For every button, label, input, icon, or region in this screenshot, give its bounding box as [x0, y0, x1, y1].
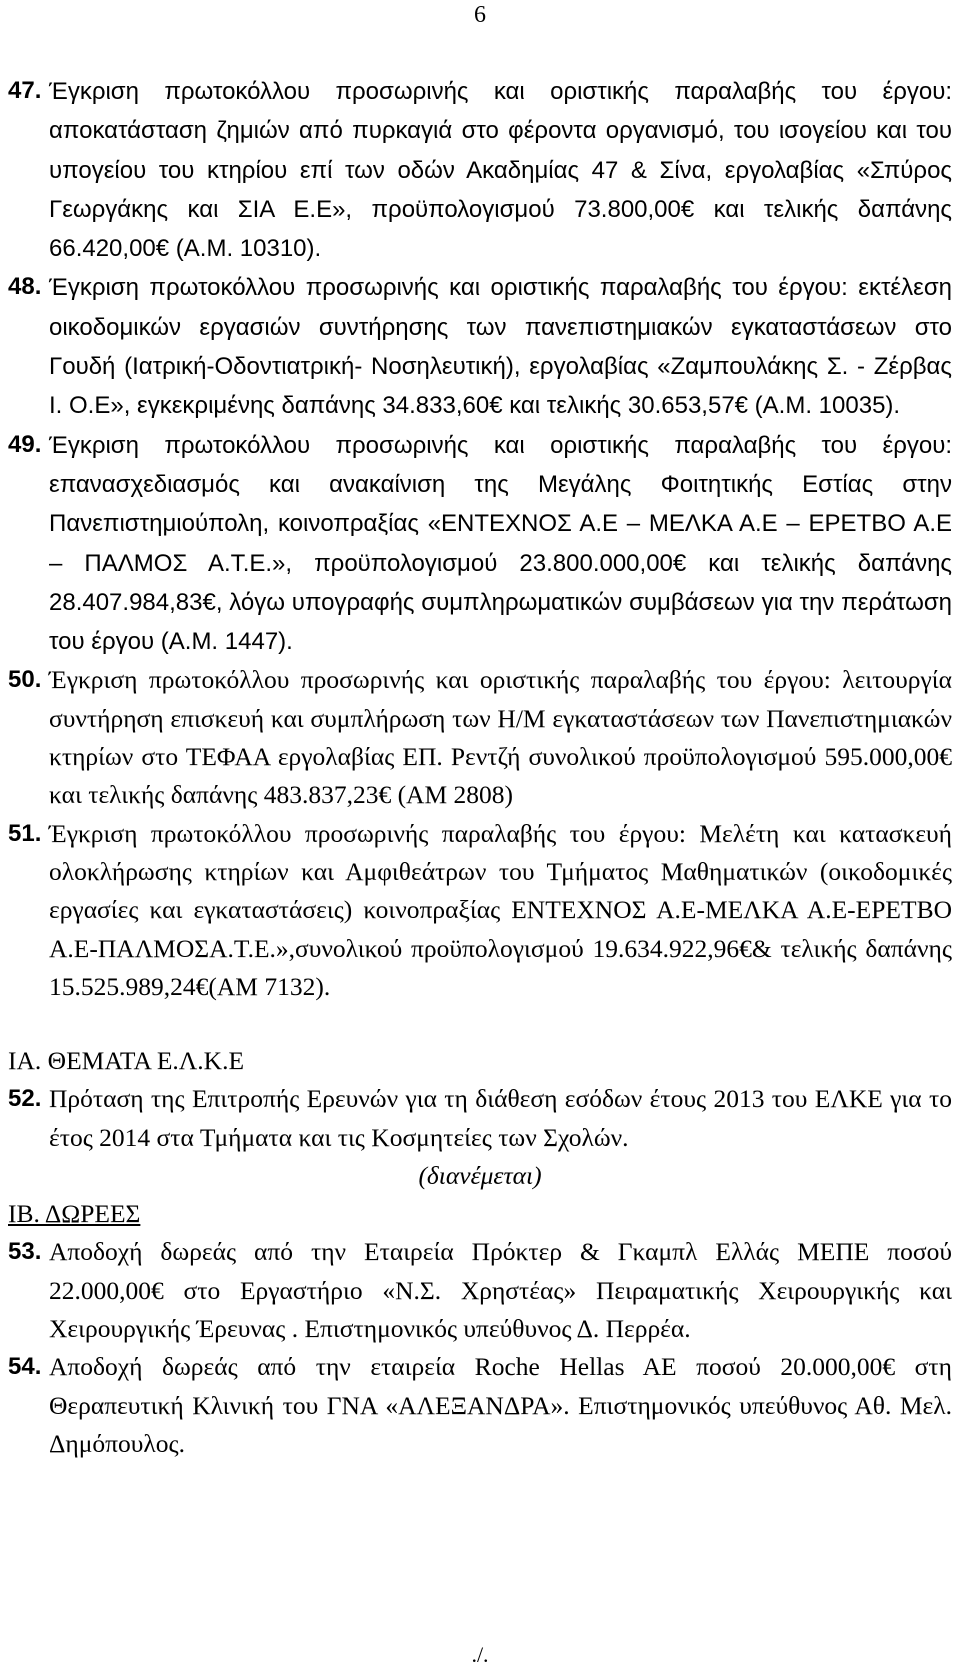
agenda-item-48	[8, 268, 952, 425]
section-title-elke: ΙΑ. ΘΕΜΑΤΑ Ε.Λ.Κ.Ε	[8, 1046, 245, 1076]
distributed-note: (διανέμεται)	[418, 1161, 542, 1191]
end-mark: ./.	[471, 1642, 489, 1667]
item-number: 50.	[8, 666, 42, 694]
agenda-item-47	[8, 72, 952, 268]
agenda-item-51	[8, 815, 952, 1006]
agenda-item-52	[8, 1080, 952, 1157]
item-text: Έγκριση πρωτοκόλλου προσωρινής παραλαβής του έργου: Μελέτη και κατασκευή ολοκλήρωσης κτηρίων και Αμφιθεάτρων του Τμήματος Μαθηματικών (οικοδομικές εργασίες και εγκαταστάσεις) κοινοπραξίας ΕΝΤΕΧΝΟΣ Α.Ε-ΜΕΛΚΑ Α.Ε-ΕΡΕΤΒΟ Α.Ε-ΠΑΛΜΟΣΑ.Τ.Ε.»,συνολικού προϋπολογισμού 19.634.922,96€& τελικής δαπάνης 15.525.989,24€(ΑΜ 7132).	[49, 818, 952, 1001]
item-number: 48.	[8, 273, 42, 301]
item-number: 52.	[8, 1085, 42, 1113]
agenda-item-50	[8, 661, 952, 814]
item-text: Αποδοχή δωρεάς από την εταιρεία Roche Hellas AE ποσού 20.000,00€ στη Θεραπευτική Κλινική του ΓΝΑ «ΑΛΕΞΑΝΔΡΑ». Επιστημονικός υπεύθυνος Αθ. Μελ. Δημόπουλος.	[49, 1352, 952, 1458]
item-number: 51.	[8, 819, 42, 847]
item-text: Αποδοχή δωρεάς από την Εταιρεία Πρόκτερ & Γκαμπλ Ελλάς ΜΕΠΕ ποσού 22.000,00€ στο Εργαστήριο «Ν.Σ. Χρηστέας» Πειραματικής Χειρουργικής και Χειρουργικής Έρευνας . Επιστημονικός υπεύθυνος Δ. Περρέα.	[49, 1237, 952, 1343]
item-text: Έγκριση πρωτοκόλλου προσωρινής και οριστικής παραλαβής του έργου: επανασχεδιασμός και ανακαίνιση της Μεγάλης Φοιτητικής Εστίας στην Πανεπιστημιούπολη, κοινοπραξίας «ΕΝΤΕΧΝΟΣ Α.Ε – ΜΕΛΚΑ Α.Ε – ΕΡΕΤΒΟ Α.Ε – ΠΑΛΜΟΣ Α.Τ.Ε.», προϋπολογισμού 23.800.000,00€ και τελικής δαπάνης 28.407.984,83€, λόγω υπογραφής συμπληρωματικών συμβάσεων για την περάτωση του έργου (Α.Μ. 1447).	[49, 431, 952, 656]
item-text: Έγκριση πρωτοκόλλου προσωρινής και οριστικής παραλαβής του έργου: εκτέλεση οικοδομικών εργασιών συντήρησης των πανεπιστημιακών εγκαταστάσεων στο Γουδή (Ιατρική-Οδοντιατρική- Νοσηλευτική), εργολαβίας «Ζαμπουλάκης Σ. - Ζέρβας Ι. Ο.Ε», εγκεκριμένης δαπάνης 34.833,60€ και τελικής 30.653,57€ (Α.Μ. 10035).	[49, 274, 952, 420]
agenda-content	[8, 72, 952, 1463]
item-number: 49.	[8, 430, 42, 458]
agenda-item-49	[8, 426, 952, 662]
item-text: Πρόταση της Επιτροπής Ερευνών για τη διάθεση εσόδων έτους 2013 του ΕΛΚΕ για το έτος 2014 στα Τμήματα και τις Κοσμητείες των Σχολών.	[49, 1084, 952, 1152]
agenda-item-53	[8, 1233, 952, 1348]
item-number: 53.	[8, 1238, 42, 1266]
agenda-item-54	[8, 1348, 952, 1463]
page-number: 6	[474, 2, 486, 28]
section-title-donations: ΙΒ. ΔΩΡΕΕΣ	[8, 1199, 141, 1229]
spacer	[8, 1006, 952, 1042]
item-number: 47.	[8, 77, 42, 104]
item-text: Έγκριση πρωτοκόλλου προσωρινής και οριστικής παραλαβής του έργου: λειτουργία συντήρηση επισκευή και συμπλήρωση των Η/Μ εγκαταστάσεων των Πανεπιστημιακών κτηρίων στο ΤΕΦΑΑ εργολαβίας ΕΠ. Ρεντζή συνολικού προϋπολογισμού 595.000,00€ και τελικής δαπάνης 483.837,23€ (ΑΜ 2808)	[49, 665, 952, 810]
item-number: 54.	[8, 1353, 42, 1381]
item-text: Έγκριση πρωτοκόλλου προσωρινής και οριστικής παραλαβής του έργου: αποκατάσταση ζημιών από πυρκαγιά στο φέροντα οργανισμό, του ισογείου και του υπογείου του κτηρίου επί των οδών Ακαδημίας 47 & Σίνα, εργολαβίας «Σπύρος Γεωργάκης και ΣΙΑ Ε.Ε», προϋπολογισμού 73.800,00€ και τελικής δαπάνης 66.420,00€ (Α.Μ. 10310).	[49, 78, 952, 263]
